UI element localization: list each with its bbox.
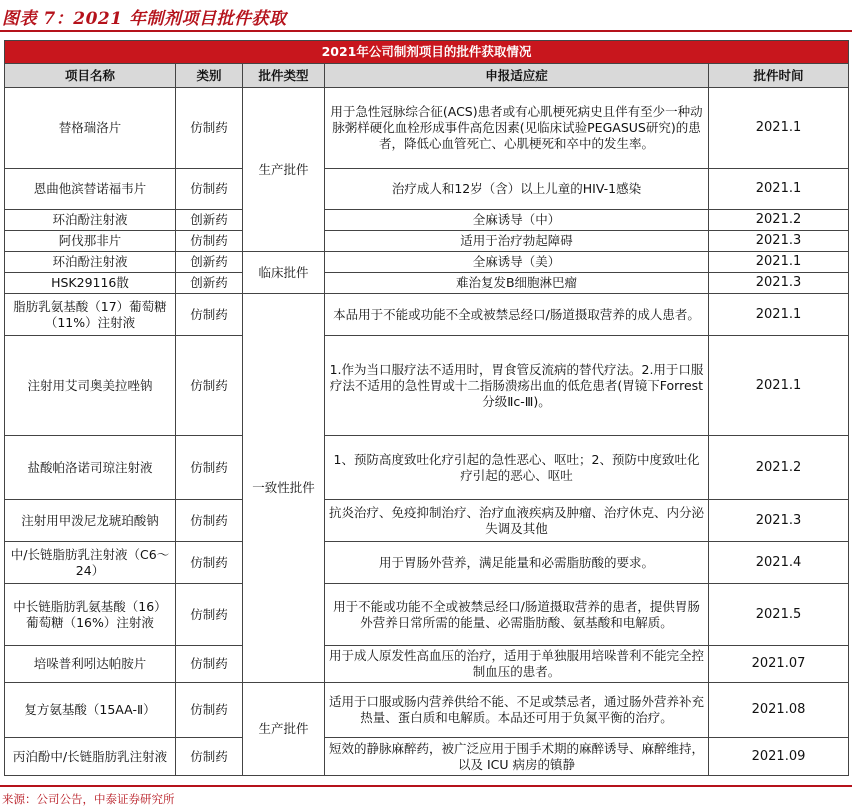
table-row xyxy=(5,436,849,500)
cell-category: 仿制药 xyxy=(176,683,243,738)
cell-indication: 1、预防高度致吐化疗引起的急性恶心、呕吐；2、预防中度致吐化疗引起的恶心、呕吐 xyxy=(325,436,709,500)
cell-indication: 1.作为当口服疗法不适用时，胃食管反流病的替代疗法。2.用于口服疗法不适用的急性胃或十二指肠溃疡出血的低危患者(胃镜下Forrest分级Ⅱc-Ⅲ)。 xyxy=(325,336,709,436)
cell-indication: 全麻诱导（中） xyxy=(325,210,709,231)
cell-category: 仿制药 xyxy=(176,500,243,542)
cell-name: 替格瑞洛片 xyxy=(5,88,176,169)
cell-date: 2021.3 xyxy=(709,231,849,252)
source-note: 来源：公司公告，中泰证券研究所 xyxy=(2,792,175,806)
cell-category: 仿制药 xyxy=(176,336,243,436)
cell-name: 注射用甲泼尼龙琥珀酸钠 xyxy=(5,500,176,542)
cell-category: 创新药 xyxy=(176,273,243,294)
cell-name: 脂肪乳氨基酸（17）葡萄糖（11%）注射液 xyxy=(5,294,176,336)
table-row xyxy=(5,210,849,231)
table-row xyxy=(5,336,849,436)
footer-rule xyxy=(0,785,852,787)
cell-date: 2021.1 xyxy=(709,88,849,169)
cell-date: 2021.1 xyxy=(709,169,849,210)
table-row xyxy=(5,646,849,683)
title-rule xyxy=(0,30,852,32)
cell-category: 仿制药 xyxy=(176,584,243,646)
cell-date: 2021.4 xyxy=(709,542,849,584)
table-row xyxy=(5,88,849,169)
cell-category: 仿制药 xyxy=(176,169,243,210)
cell-name: HSK29116散 xyxy=(5,273,176,294)
cell-date: 2021.3 xyxy=(709,500,849,542)
cell-approval-type: 临床批件 xyxy=(243,252,325,294)
cell-category: 仿制药 xyxy=(176,436,243,500)
cell-indication: 用于急性冠脉综合征(ACS)患者或有心肌梗死病史且伴有至少一种动脉粥样硬化血栓形成事件高危因素(见临床试验PEGASUS研究)的患者，降低心血管死亡、心肌梗死和卒中的发生率。 xyxy=(325,88,709,169)
cell-name: 注射用艾司奥美拉唑钠 xyxy=(5,336,176,436)
table-wrapper xyxy=(4,40,848,776)
cell-approval-type: 生产批件 xyxy=(243,683,325,776)
approval-table xyxy=(4,40,849,776)
cell-category: 创新药 xyxy=(176,210,243,231)
cell-indication: 难治复发B细胞淋巴瘤 xyxy=(325,273,709,294)
cell-category: 仿制药 xyxy=(176,738,243,776)
cell-category: 仿制药 xyxy=(176,542,243,584)
table-row xyxy=(5,169,849,210)
cell-indication: 治疗成人和12岁（含）以上儿童的HIV-1感染 xyxy=(325,169,709,210)
header-indication: 申报适应症 xyxy=(325,64,709,88)
header-name: 项目名称 xyxy=(5,64,176,88)
cell-date: 2021.1 xyxy=(709,252,849,273)
cell-name: 盐酸帕洛诺司琼注射液 xyxy=(5,436,176,500)
cell-date: 2021.2 xyxy=(709,210,849,231)
cell-approval-type: 一致性批件 xyxy=(243,294,325,683)
cell-indication: 用于胃肠外营养，满足能量和必需脂肪酸的要求。 xyxy=(325,542,709,584)
cell-indication: 短效的静脉麻醉药，被广泛应用于围手术期的麻醉诱导、麻醉维持，以及 ICU 病房的镇静 xyxy=(325,738,709,776)
table-header-row xyxy=(5,64,849,88)
table-caption-row xyxy=(5,41,849,64)
cell-name: 环泊酚注射液 xyxy=(5,252,176,273)
cell-indication: 本品用于不能或功能不全或被禁忌经口/肠道摄取营养的成人患者。 xyxy=(325,294,709,336)
table-row xyxy=(5,273,849,294)
cell-date: 2021.5 xyxy=(709,584,849,646)
header-date: 批件时间 xyxy=(709,64,849,88)
cell-date: 2021.09 xyxy=(709,738,849,776)
cell-name: 阿伐那非片 xyxy=(5,231,176,252)
cell-indication: 适用于口服或肠内营养供给不能、不足或禁忌者，通过肠外营养补充热量、蛋白质和电解质。本品还可用于负氮平衡的治疗。 xyxy=(325,683,709,738)
header-approval-type: 批件类型 xyxy=(243,64,325,88)
table-row xyxy=(5,542,849,584)
cell-indication: 抗炎治疗、免疫抑制治疗、治疗血液疾病及肿瘤、治疗休克、内分泌失调及其他 xyxy=(325,500,709,542)
cell-name: 培哚普利吲达帕胺片 xyxy=(5,646,176,683)
cell-indication: 全麻诱导（美） xyxy=(325,252,709,273)
cell-indication: 适用于治疗勃起障碍 xyxy=(325,231,709,252)
cell-date: 2021.3 xyxy=(709,273,849,294)
figure-title: 图表 7：2021 年制剂项目批件获取 xyxy=(2,9,287,29)
table-row xyxy=(5,294,849,336)
cell-category: 仿制药 xyxy=(176,646,243,683)
cell-indication: 用于成人原发性高血压的治疗，适用于单独服用培哚普利不能完全控制血压的患者。 xyxy=(325,646,709,683)
cell-date: 2021.1 xyxy=(709,294,849,336)
cell-name: 恩曲他滨替诺福韦片 xyxy=(5,169,176,210)
table-row xyxy=(5,231,849,252)
table-row xyxy=(5,584,849,646)
table-row xyxy=(5,252,849,273)
cell-name: 丙泊酚中/长链脂肪乳注射液 xyxy=(5,738,176,776)
table-caption: 2021年公司制剂项目的批件获取情况 xyxy=(5,41,849,64)
cell-date: 2021.2 xyxy=(709,436,849,500)
header-category: 类别 xyxy=(176,64,243,88)
cell-category: 仿制药 xyxy=(176,231,243,252)
cell-category: 仿制药 xyxy=(176,88,243,169)
table-row xyxy=(5,683,849,738)
cell-date: 2021.07 xyxy=(709,646,849,683)
cell-name: 环泊酚注射液 xyxy=(5,210,176,231)
cell-category: 创新药 xyxy=(176,252,243,273)
cell-approval-type: 生产批件 xyxy=(243,88,325,252)
cell-name: 复方氨基酸（15AA-Ⅱ） xyxy=(5,683,176,738)
table-row xyxy=(5,738,849,776)
cell-name: 中长链脂肪乳氨基酸（16）葡萄糖（16%）注射液 xyxy=(5,584,176,646)
table-row xyxy=(5,500,849,542)
cell-indication: 用于不能或功能不全或被禁忌经口/肠道摄取营养的患者，提供胃肠外营养日常所需的能量、必需脂肪酸、氨基酸和电解质。 xyxy=(325,584,709,646)
cell-category: 仿制药 xyxy=(176,294,243,336)
cell-date: 2021.1 xyxy=(709,336,849,436)
cell-date: 2021.08 xyxy=(709,683,849,738)
cell-name: 中/长链脂肪乳注射液（C6～24） xyxy=(5,542,176,584)
